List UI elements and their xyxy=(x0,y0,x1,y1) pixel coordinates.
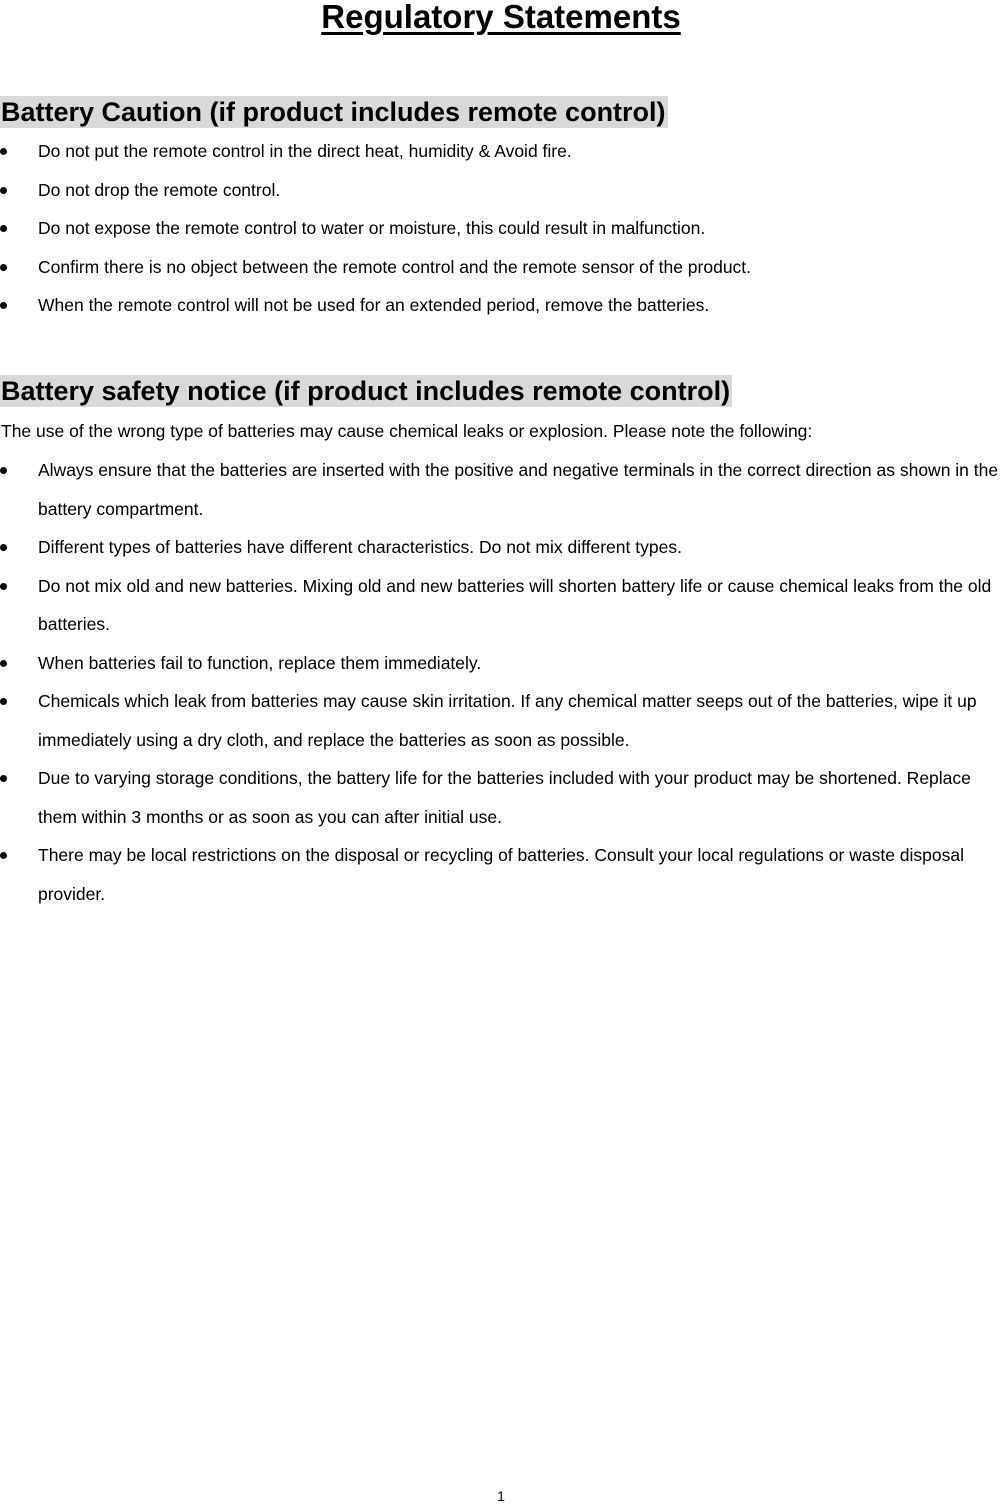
list-item xyxy=(0,209,1002,248)
list-item-text: Chemicals which leak from batteries may cause skin irritation. If any chemical matter seeps out of the batteries, wipe it up immediately using a dry cloth, and replace the batteries as soon as possible. xyxy=(38,691,977,750)
bullet-icon xyxy=(0,544,7,551)
list-item xyxy=(0,644,1002,683)
list-item-text: Always ensure that the batteries are inserted with the positive and negative terminals in the correct direction as shown in the battery compartment. xyxy=(38,460,999,519)
bullet-icon xyxy=(0,302,7,309)
list-item xyxy=(0,248,1002,287)
page-number: 1 xyxy=(497,1488,505,1504)
battery-safety-intro: The use of the wrong type of batteries may cause chemical leaks or explosion. Please note the following: xyxy=(1,421,813,441)
list-item-text: Due to varying storage conditions, the battery life for the batteries included with your product may be shortened. Replace them within 3 months or as soon as you can after initial use. xyxy=(38,768,971,827)
bullet-icon xyxy=(0,698,7,705)
page-title: Regulatory Statements xyxy=(321,0,681,35)
list-item xyxy=(0,451,1002,528)
list-item-text: Do not mix old and new batteries. Mixing old and new batteries will shorten battery life or cause chemical leaks from the old batteries. xyxy=(38,575,992,634)
list-item xyxy=(0,528,1002,567)
list-item-text: Do not expose the remote control to water or moisture, this could result in malfunction. xyxy=(38,218,706,238)
bullet-icon xyxy=(0,187,7,194)
list-item-text: Confirm there is no object between the remote control and the remote sensor of the product. xyxy=(38,256,752,277)
list-item xyxy=(0,286,1002,325)
battery-caution-heading: Battery Caution (if product includes remote control) xyxy=(1,97,666,127)
list-item-text: Different types of batteries have different characteristics. Do not mix different types. xyxy=(38,537,682,557)
list-item-text: There may be local restrictions on the disposal or recycling of batteries. Consult your local regulations or waste disposal provider. xyxy=(38,845,965,904)
bullet-icon xyxy=(0,148,7,155)
bullet-icon xyxy=(0,660,7,667)
list-item-text: When batteries fail to function, replace them immediately. xyxy=(38,652,482,673)
list-item xyxy=(0,171,1002,210)
bullet-icon xyxy=(0,775,7,782)
bullet-icon xyxy=(0,467,7,474)
list-item xyxy=(0,132,1002,171)
bullet-icon xyxy=(0,264,7,271)
list-item-text: Do not put the remote control in the direct heat, humidity & Avoid fire. xyxy=(38,141,572,161)
battery-caution-list xyxy=(0,132,1002,325)
list-item xyxy=(0,759,1002,836)
bullet-icon xyxy=(0,852,7,859)
list-item xyxy=(0,836,1002,913)
list-item-text: Do not drop the remote control. xyxy=(38,179,281,200)
list-item-text: When the remote control will not be used for an extended period, remove the batteries. xyxy=(38,295,710,315)
list-item xyxy=(0,567,1002,644)
battery-safety-list xyxy=(0,451,1002,913)
bullet-icon xyxy=(0,583,7,590)
battery-safety-heading: Battery safety notice (if product includes remote control) xyxy=(1,376,731,406)
bullet-icon xyxy=(0,225,7,232)
list-item xyxy=(0,682,1002,759)
